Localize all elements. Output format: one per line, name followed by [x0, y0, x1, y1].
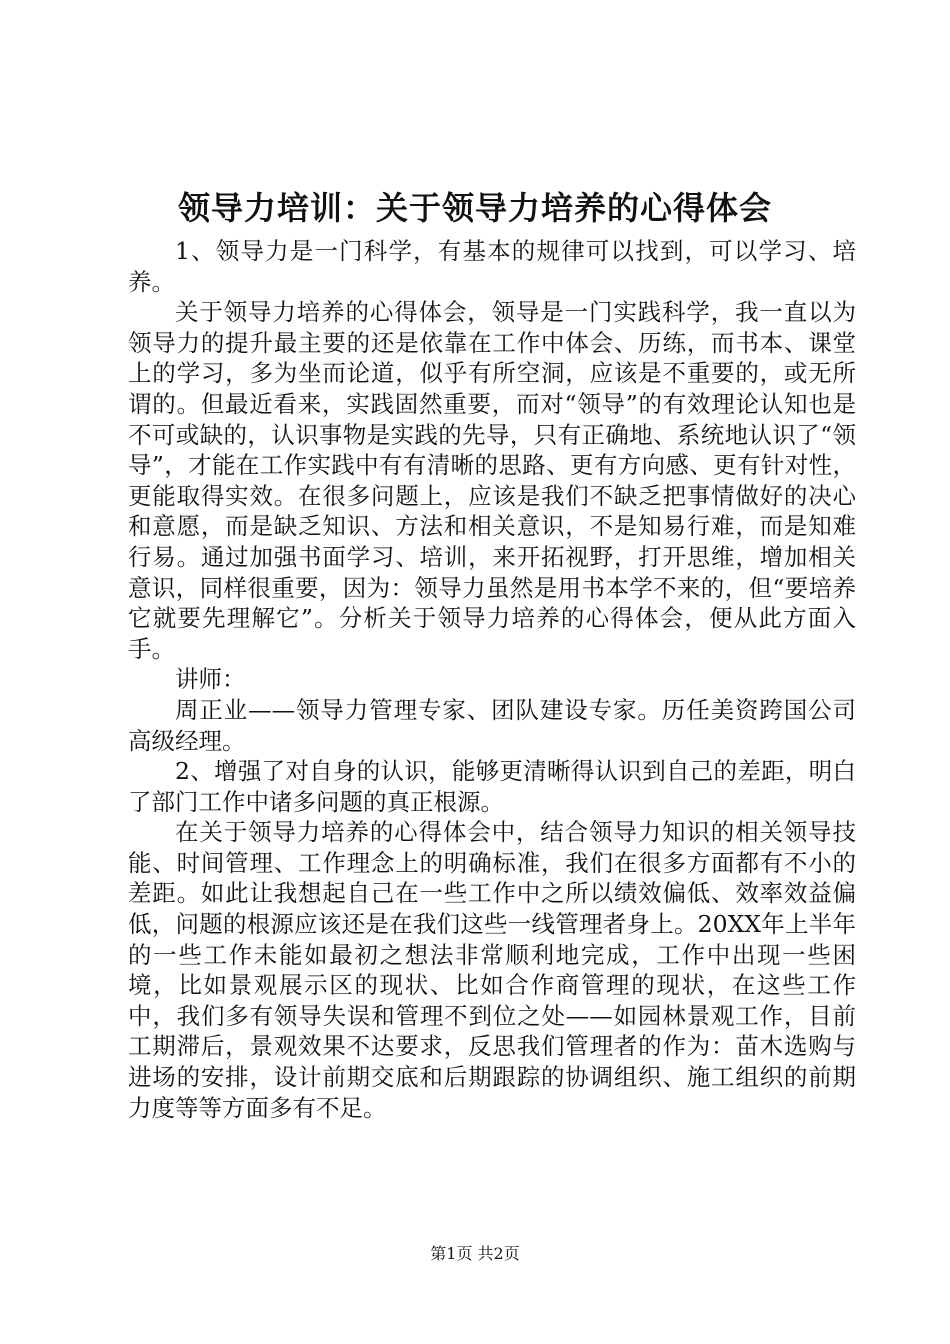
paragraph-practice: 关于领导力培养的心得体会，领导是一门实践科学，我一直以为领导力的提升最主要的还是依靠在工作中体会、历练，而书本、课堂上的学习，多为坐而论道，似乎有所空洞，应该是不重要的，或无所谓的。但最近看来，实践固然重要，而对“领导”的有效理论认知也是不可或缺的，认识事物是实践的先导，只有正确地、系统地认识了“领导”，才能在工作实践中有有清晰的思路、更有方向感、更有针对性，更能取得实效。在很多问题上，应该是我们不缺乏把事情做好的决心和意愿，而是缺乏知识、方法和相关意识，不是知易行难，而是知难行易。通过加强书面学习、培训，来开拓视野，打开思维，增加相关意识，同样很重要，因为：领导力虽然是用书本学不来的，但“要培养它就要先理解它”。分析关于领导力培养的心得体会，便从此方面入手。	[128, 298, 856, 663]
page-footer: 第1页 共2页	[430, 1244, 520, 1263]
paragraph-reflection: 在关于领导力培养的心得体会中，结合领导力知识的相关领导技能、时间管理、工作理念上的明确标准，我们在很多方面都有不小的差距。如此让我想起自己在一些工作中之所以绩效偏低、效率效益偏低，问题的根源应该还是在我们这些一线管理者身上。20XX年上半年的一些工作未能如最初之想法非常顺利地完成，工作中出现一些困境，比如景观展示区的现状、比如合作商管理的现状，在这些工作中，我们多有领导失误和管理不到位之处——如园林景观工作，目前工期滞后，景观效果不达要求，反思我们管理者的作为：苗木选购与进场的安排，设计前期交底和后期跟踪的协调组织、施工组织的前期力度等等方面多有不足。	[128, 818, 856, 1122]
document-title: 领导力培训：关于领导力培养的心得体会	[177, 189, 772, 227]
document-body	[128, 236, 856, 1123]
paragraph-lecturer-bio: 周正业——领导力管理专家、团队建设专家。历任美资跨国公司高级经理。	[128, 695, 856, 755]
paragraph-lecturer-label: 讲师：	[175, 665, 246, 694]
paragraph-point-1: 1、领导力是一门科学，有基本的规律可以找到，可以学习、培养。	[128, 237, 856, 296]
paragraph-point-2: 2、增强了对自身的认识，能够更清晰得认识到自己的差距，明白了部门工作中诸多问题的真正根源。	[128, 757, 856, 816]
